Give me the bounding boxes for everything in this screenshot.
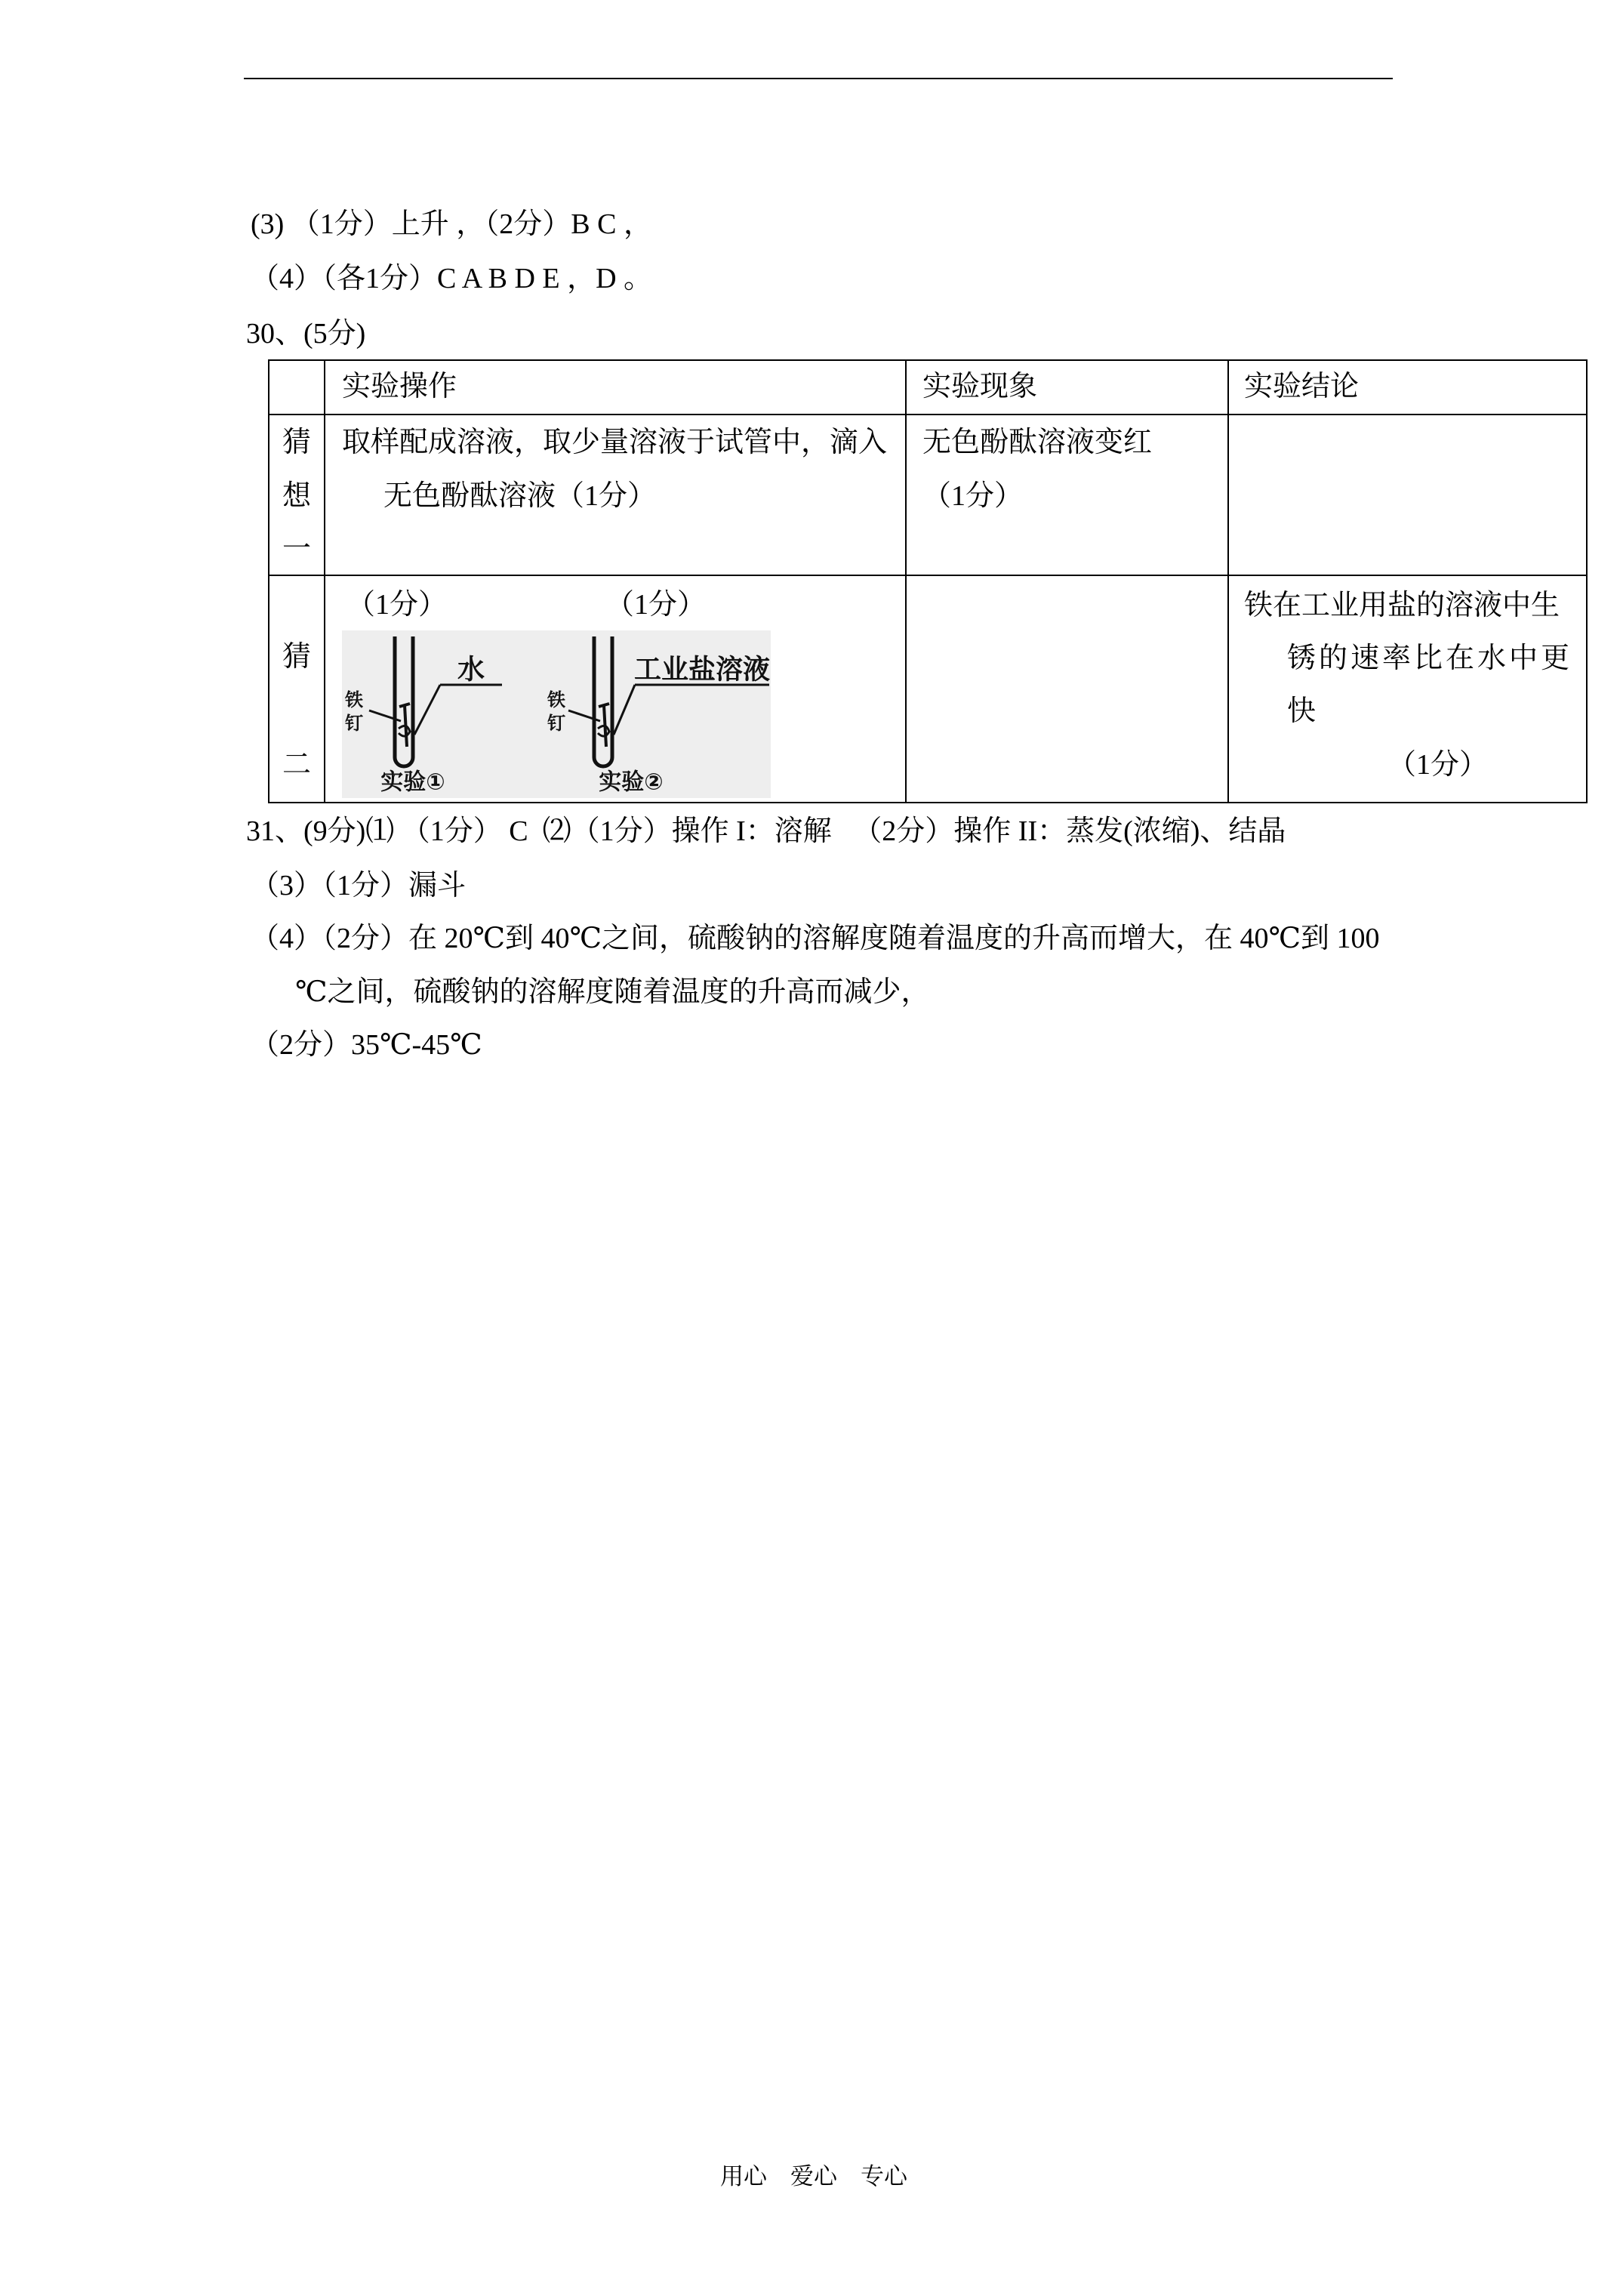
hypothesis-2-conclusion-line: 铁在工业用盐的溶液中生 bbox=[1244, 590, 1560, 621]
liquid-2-label: 工业盐溶液 bbox=[633, 654, 771, 686]
header-rule bbox=[244, 78, 1393, 79]
hypothesis-1-label-char: 想 bbox=[282, 480, 311, 512]
table-header-phenomenon: 实验现象 bbox=[922, 371, 1038, 402]
table-header-phenomenon-cell bbox=[907, 361, 1229, 415]
experiment-1-caption: 实验① bbox=[380, 769, 445, 796]
hypothesis-2-label-char: 二 bbox=[282, 749, 311, 781]
hypothesis-2-label-cell bbox=[269, 576, 325, 803]
q31-part4-answer-line: （4）（2分）在 20℃到 40℃之间，硫酸钠的溶解度随着温度的升高而增大，在 40℃到 100 bbox=[251, 923, 1380, 954]
liquid-1-label: 水 bbox=[457, 654, 485, 686]
experiment-1-score: （1分） bbox=[346, 589, 448, 621]
table-header-operation-cell bbox=[325, 361, 907, 415]
hypothesis-2-conclusion-score: （1分） bbox=[1387, 749, 1489, 781]
rust-experiment-diagram bbox=[342, 630, 772, 798]
hypothesis-2-conclusion-cell bbox=[1229, 576, 1588, 803]
hypothesis-2-operation-cell bbox=[325, 576, 907, 803]
hypothesis-2-conclusion-line: 锈的速率比在水中更 bbox=[1287, 643, 1573, 674]
nail-2-label-char: 铁 bbox=[547, 689, 565, 710]
hypothesis-1-operation-line: 取样配成溶液，取少量溶液于试管中，滴入 bbox=[342, 427, 888, 458]
hypothesis-1-label-char: 一 bbox=[282, 533, 311, 565]
q31-part4-answer-line: （2分）35℃-45℃ bbox=[251, 1029, 482, 1061]
q31-part4-answer-line: ℃之间，硫酸钠的溶解度随着温度的升高而减少， bbox=[295, 976, 930, 1008]
experiment-2-score: （1分） bbox=[605, 589, 707, 621]
hypothesis-1-phenomenon-score: （1分） bbox=[922, 480, 1024, 512]
q31-part1-2-answer: 31、(9分)⑴ （1分） C ⑵（1分）操作 I：溶解 （2分）操作 II：蒸发(浓缩)、结晶 bbox=[246, 815, 1286, 847]
hypothesis-1-operation-cell bbox=[325, 415, 907, 576]
hypothesis-2-conclusion-line: 快 bbox=[1287, 695, 1317, 727]
q30-answer-table bbox=[268, 359, 1588, 803]
table-header-conclusion: 实验结论 bbox=[1244, 371, 1360, 402]
q30-title: 30、(5分) bbox=[246, 318, 366, 350]
nail-2-label-char: 钉 bbox=[547, 713, 565, 734]
hypothesis-1-phenomenon-line: 无色酚酞溶液变红 bbox=[922, 427, 1153, 458]
hypothesis-1-conclusion-cell bbox=[1229, 415, 1588, 576]
nail-1-label-char: 铁 bbox=[345, 689, 363, 710]
table-header-operation: 实验操作 bbox=[342, 371, 457, 402]
table-header-conclusion-cell bbox=[1229, 361, 1588, 415]
experiment-2-caption: 实验② bbox=[599, 769, 664, 796]
q29-part3-answer: (3) （1分）上升 ，（2分）B C ， bbox=[251, 208, 653, 240]
hypothesis-2-label-char: 猜 bbox=[282, 641, 311, 673]
nail-1-label-char: 钉 bbox=[345, 713, 363, 734]
q29-part4-answer: （4）（各1分）C A B D E ，D 。 bbox=[251, 263, 653, 294]
q31-part3-answer: （3）（1分）漏斗 bbox=[251, 870, 467, 901]
hypothesis-1-phenomenon-cell bbox=[907, 415, 1229, 576]
hypothesis-1-label-char: 猜 bbox=[282, 427, 311, 458]
hypothesis-1-label-cell bbox=[269, 415, 325, 576]
page-footer: 用心 爱心 专心 bbox=[720, 2163, 907, 2190]
hypothesis-1-operation-line: 无色酚酞溶液（1分） bbox=[383, 480, 657, 512]
table-header-corner bbox=[269, 361, 325, 415]
hypothesis-2-phenomenon-cell bbox=[907, 576, 1229, 803]
